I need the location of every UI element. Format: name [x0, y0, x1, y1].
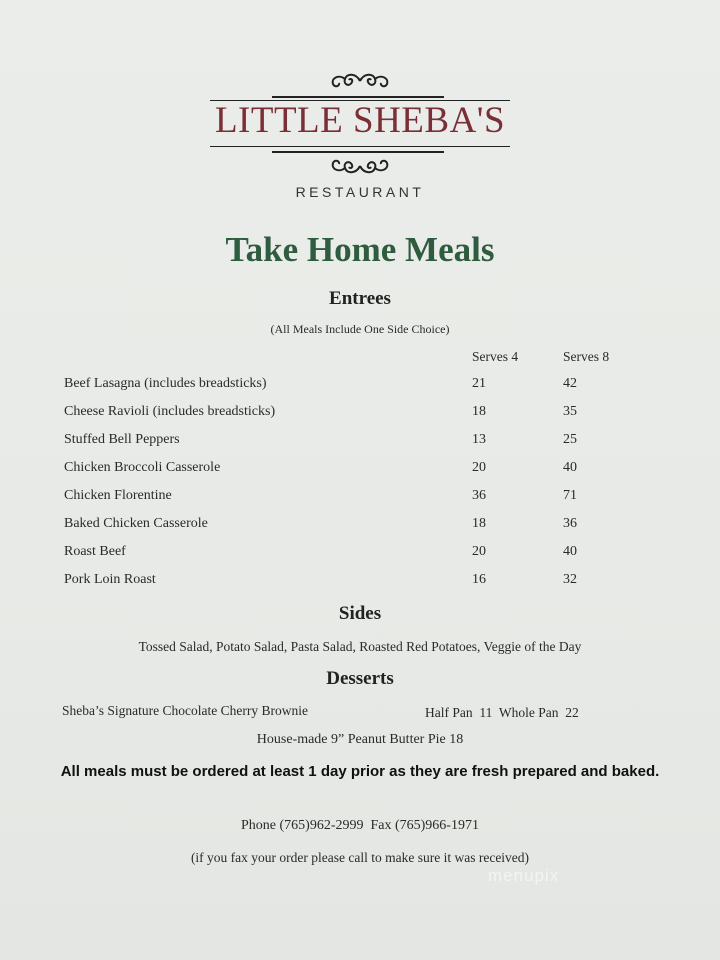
sides-list: Tossed Salad, Potato Salad, Pasta Salad, Roasted Red Potatoes, Veggie of the Day	[138, 639, 582, 654]
entree-price-serves-4: 18	[472, 516, 486, 531]
entree-price-serves-8: 35	[563, 404, 577, 419]
entree-price-serves-8: 42	[563, 376, 577, 391]
bottom-scroll-ornament	[0, 155, 720, 181]
entree-price-serves-4: 20	[472, 544, 486, 559]
entree-name: Chicken Florentine	[64, 488, 172, 503]
serves-4-header: Serves 4	[472, 349, 519, 364]
entree-price-serves-4: 16	[472, 572, 486, 587]
serves-8-header: Serves 8	[563, 349, 610, 364]
bottom-wide-rule	[210, 146, 510, 147]
entree-price-serves-4: 21	[472, 376, 486, 391]
entree-price-serves-4: 20	[472, 460, 486, 475]
fax-note: (if you fax your order please call to make sure it was received)	[190, 850, 530, 865]
pie-item: House-made 9” Peanut Butter Pie 18	[256, 732, 464, 747]
sides-heading: Sides	[338, 603, 382, 624]
entree-price-serves-8: 32	[563, 572, 577, 587]
entree-name: Roast Beef	[64, 544, 126, 559]
order-notice: All meals must be ordered at least 1 day prior as they are fresh prepared and baked.	[60, 763, 660, 780]
entree-name: Pork Loin Roast	[64, 572, 156, 587]
entrees-note: (All Meals Include One Side Choice)	[270, 322, 450, 336]
entree-price-serves-8: 40	[563, 544, 577, 559]
entree-name: Baked Chicken Casserole	[64, 516, 208, 531]
entree-price-serves-4: 18	[472, 404, 486, 419]
brownie-prices: Half Pan 11 Whole Pan 22	[425, 705, 579, 720]
entrees-heading: Entrees	[329, 288, 391, 309]
restaurant-brand-name: LITTLE SHEBA'S	[214, 100, 506, 141]
page-title: Take Home Meals	[225, 230, 495, 269]
entree-price-serves-4: 13	[472, 432, 486, 447]
brownie-item: Sheba’s Signature Chocolate Cherry Brownie	[62, 703, 308, 718]
desserts-heading: Desserts	[326, 668, 394, 689]
watermark: menupix	[488, 866, 560, 885]
contact-info: Phone (765)962-2999 Fax (765)966-1971	[241, 818, 479, 833]
entree-name: Stuffed Bell Peppers	[64, 432, 180, 447]
bottom-thin-rule	[272, 151, 444, 153]
entree-price-serves-8: 71	[563, 488, 577, 503]
entree-name: Chicken Broccoli Casserole	[64, 460, 221, 475]
top-scroll-ornament	[0, 70, 720, 96]
restaurant-subtitle: RESTAURANT	[295, 184, 425, 200]
entree-price-serves-4: 36	[472, 488, 486, 503]
entree-price-serves-8: 25	[563, 432, 577, 447]
top-thin-rule	[272, 96, 444, 98]
entree-price-serves-8: 36	[563, 516, 577, 531]
entree-name: Cheese Ravioli (includes breadsticks)	[64, 404, 276, 419]
entree-name: Beef Lasagna (includes breadsticks)	[64, 376, 267, 391]
entree-price-serves-8: 40	[563, 460, 577, 475]
